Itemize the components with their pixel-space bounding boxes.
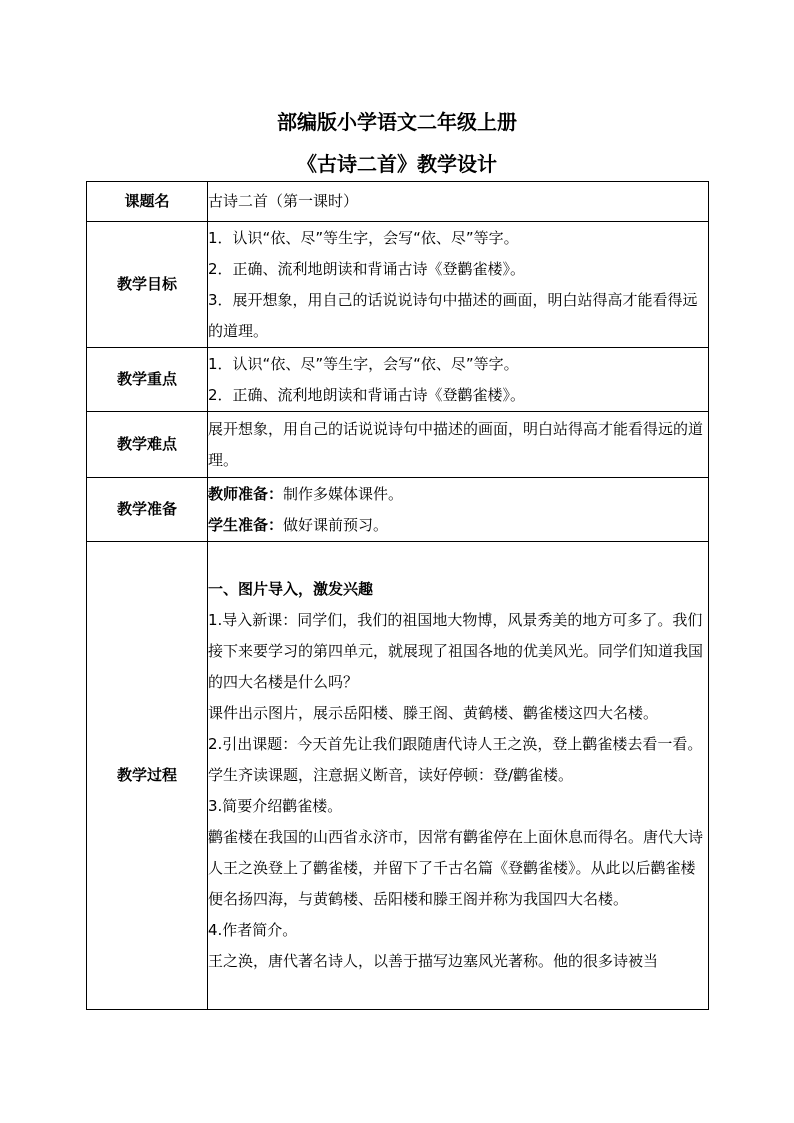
process-paragraph: 鹳雀楼在我国的山西省永济市，因常有鹳雀停在上面休息而得名。唐代大诗人王之涣登上了鹳雀楼，并留下了千古名篇《登鹳雀楼》。从此以后鹳雀楼便名扬四海，与黄鹤楼、岳阳楼和滕王阁并称为我国四大名楼。 [208,828,704,908]
document-title: 部编版小学语文二年级上册 [277,110,517,134]
process-paragraph: 4.作者简介。 [208,921,298,939]
table-row-process [87,542,709,1010]
process-label: 教学过程 [87,542,208,1010]
process-paragraph: 2.引出课题：今天首先让我们跟随唐代诗人王之涣，登上鹳雀楼去看一看。 [208,735,703,753]
lesson-plan-table [86,181,709,1010]
goals-content [208,222,709,348]
process-paragraph: 1.导入新课：同学们，我们的祖国地大物博，风景秀美的地方可多了。我们接下来要学习的第四单元，就展现了祖国各地的优美风光。同学们知道我国的四大名楼是什么吗？ [208,611,704,691]
prep-label: 教学准备 [87,478,208,542]
table-row-goals [87,222,709,348]
topic-value: 古诗二首（第一课时） [208,182,709,222]
student-prep-label: 学生准备： [208,515,284,534]
teacher-prep-label: 教师准备： [208,484,284,503]
difficulty-label: 教学难点 [87,412,208,478]
table-row-key-points [87,348,709,412]
process-paragraph: 学生齐读课题，注意据义断音，读好停顿：登/鹳雀楼。 [208,766,574,784]
key-label: 教学重点 [87,348,208,412]
key-content [208,348,709,412]
process-paragraph: 王之涣，唐代著名诗人，以善于描写边塞风光著称。他的很多诗被当 [208,952,659,970]
document-subtitle: 《古诗二首》教学设计 [297,152,497,176]
student-prep-text: 做好课前预习。 [283,515,389,534]
topic-label: 课题名 [87,182,208,222]
goals-label: 教学目标 [87,222,208,348]
key-item: 2．正确、流利地朗读和背诵古诗《登鹳雀楼》。 [208,385,526,404]
prep-content [208,478,709,542]
goal-item: 2．正确、流利地朗读和背诵古诗《登鹳雀楼》。 [208,259,526,278]
process-content [208,542,709,1010]
key-item: 1．认识“依、尽”等生字，会写“依、尽”等字。 [208,354,519,373]
difficulty-content [208,412,709,478]
process-paragraph: 3.简要介绍鹳雀楼。 [208,797,343,815]
teacher-prep [208,479,708,510]
teacher-prep-text: 制作多媒体课件。 [283,484,404,503]
goal-item: 3．展开想象，用自己的话说说诗句中描述的画面，明白站得高才能看得远的道理。 [208,290,698,340]
goal-item: 1．认识“依、尽”等生字，会写“依、尽”等字。 [208,228,519,247]
difficulty-text: 展开想象，用自己的话说说诗句中描述的画面，明白站得高才能看得远的道理。 [208,419,704,469]
table-row-difficulty [87,412,709,478]
table-row-topic [87,182,709,222]
table-row-preparation [87,478,709,542]
student-prep [208,510,708,541]
process-paragraph: 课件出示图片，展示岳阳楼、滕王阁、黄鹤楼、鹳雀楼这四大名楼。 [208,704,659,722]
process-section-heading: 一、图片导入，激发兴趣 [208,580,374,598]
